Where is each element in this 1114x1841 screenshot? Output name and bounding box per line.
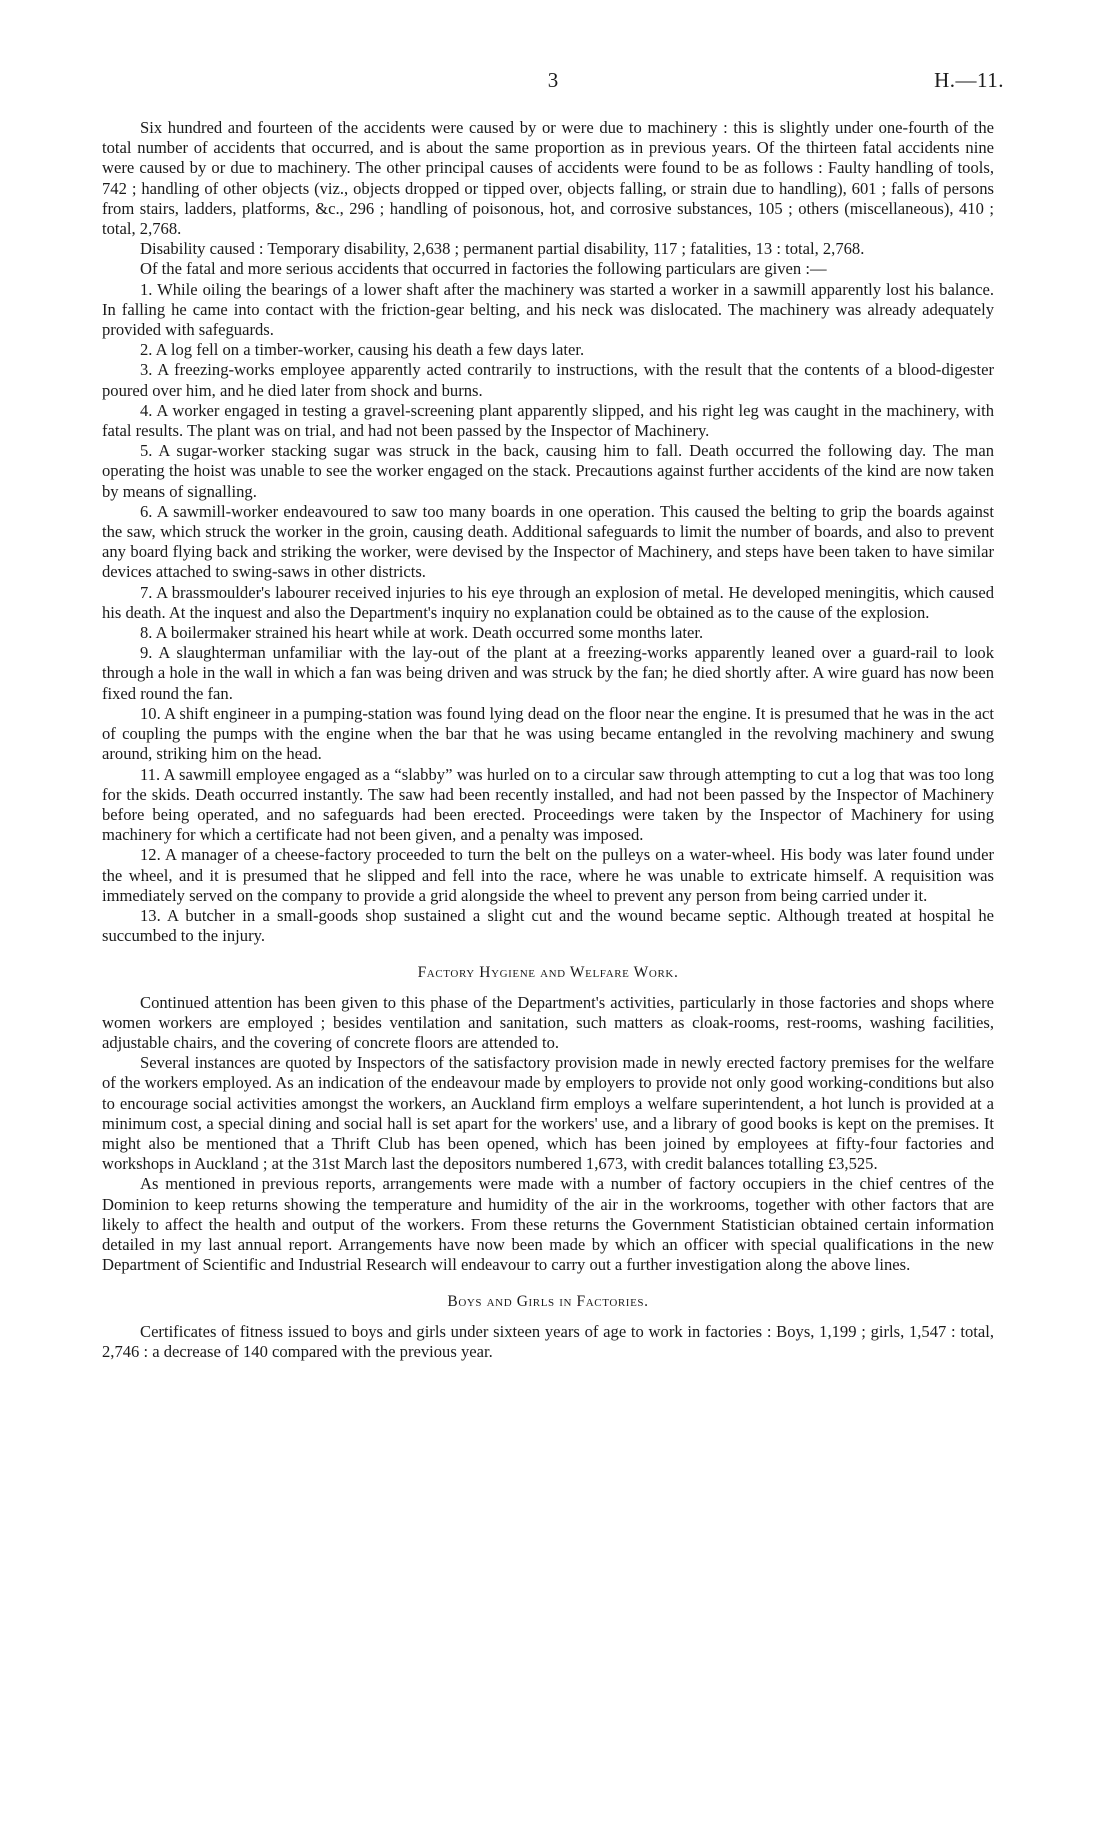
paragraph-disability-caused: Disability caused : Temporary disability, 2,638 ; permanent partial disability, 117 ; fatalities, 13 : total, 2,768.	[140, 239, 865, 259]
paragraph: Certificates of fitness issued to boys and girls under sixteen years of age to work in factories : Boys, 1,199 ; girls, 1,547 : total, 2,746 : a decrease of 140 compared with the previous year.	[102, 1321, 994, 1361]
paragraph-machinery-causes: Six hundred and fourteen of the accidents were caused by or were due to machinery : this is slightly under one-fourth of the total number of accidents that occurred, and is about the same proportion as in previous years. Of the thirteen fatal accidents nine were caused by or due to machinery. The other principal causes of accidents were found to be as follows : Faulty handling of tools, 742 ; handling of other objects (viz., objects dropped or tipped over, objects falling, or strain due to handling), 601 ; falls of persons from stairs, ladders, platforms, &c., 296 ; handling of poisonous, hot, and corrosive substances, 105 ; others (miscellaneous), 410 ; total, 2,768.	[102, 118, 994, 239]
factory-hygiene-section	[102, 963, 994, 1275]
page-number: 3	[547, 68, 559, 92]
paragraph: As mentioned in previous reports, arrangements were made with a number of factory occupiers in the chief centres of the Dominion to keep returns showing the temperature and humidity of the air in the workrooms, together with other factors that are likely to affect the health and output of the workers. From these returns the Government Statistician obtained certain information detailed in my last annual report. Arrangements have now been made by which an officer with special qualifications in the new Department of Scientific and Industrial Research will endeavour to carry out a further investigation along the above lines.	[102, 1174, 994, 1275]
accident-item: 2. A log fell on a timber-worker, causing his death a few days later.	[140, 340, 585, 360]
section-heading-boys-girls: Boys and Girls in Factories.	[447, 1293, 649, 1311]
paragraph: Continued attention has been given to this phase of the Department's activities, particularly in those factories and shops where women workers are employed ; besides ventilation and sanitation, such matters as cloak-rooms, rest-rooms, washing facilities, adjustable chairs, and the covering of concrete floors are attended to.	[102, 992, 994, 1052]
page-header	[102, 68, 1004, 96]
document-reference: H.—11.	[934, 68, 1004, 92]
accident-item: 7. A brassmoulder's labourer received injuries to his eye through an explosion of metal. He developed meningitis, which caused his death. At the inquest and also the Department's inquiry no explanation could be obtained as to the cause of the explosion.	[102, 582, 994, 622]
accident-item: 6. A sawmill-worker endeavoured to saw too many boards in one operation. This caused the belting to grip the boards against the saw, which struck the worker in the groin, causing death. Additional safeguards to limit the number of boards, and also to prevent any board flying back and striking the worker, were devised by the Inspector of Machinery, and steps have been taken to have similar devices attached to swing-saws in other districts.	[102, 501, 994, 582]
accident-item: 13. A butcher in a small-goods shop sustained a slight cut and the wound became septic. Although treated at hospital he succumbed to the injury.	[102, 905, 994, 946]
accident-item: 11. A sawmill employee engaged as a “slabby” was hurled on to a circular saw through attempting to cut a log that was too long for the skids. Death occurred instantly. The saw had been recently installed, and had not been passed by the Inspector of Machinery before being operated, and no safeguards had been erected. Proceedings were taken by the Inspector of Machinery for using machinery for which a certificate had not been given, and a penalty was imposed.	[102, 764, 994, 845]
accident-item: 3. A freezing-works employee apparently acted contrarily to instructions, with the result that the contents of a blood-digester poured over him, and he died later from shock and burns.	[102, 360, 994, 400]
paragraph: Several instances are quoted by Inspectors of the satisfactory provision made in newly erected factory premises for the welfare of the workers employed. As an indication of the endeavour made by employers to provide not only good working-conditions but also to encourage social activities amongst the workers, an Auckland firm employs a welfare superintendent, a hot lunch is provided at a minimum cost, a special dining and social hall is set apart for the workers' use, and a library of good books is kept on the premises. It might also be mentioned that a Thrift Club has been opened, which has been joined by employees at fifty-four factories and workshops in Auckland ; at the 31st March last the depositors numbered 1,673, with credit balances totalling £3,525.	[102, 1053, 994, 1174]
section-heading-factory-hygiene: Factory Hygiene and Welfare Work.	[417, 964, 679, 982]
boys-and-girls-section	[102, 1292, 994, 1362]
accident-item: 1. While oiling the bearings of a lower shaft after the machinery was started a worker in a sawmill apparently lost his balance. In falling he came into contact with the friction-gear belting, and his neck was dislocated. The machinery was already adequately provided with safeguards.	[102, 279, 994, 340]
accident-item: 10. A shift engineer in a pumping-station was found lying dead on the floor near the engine. It is presumed that he was in the act of coupling the pumps with the engine when the bar that he was using became entangled in the revolving machinery and swung around, striking him on the head.	[102, 703, 994, 764]
accident-item: 4. A worker engaged in testing a gravel-screening plant apparently slipped, and his right leg was caught in the machinery, with fatal results. The plant was on trial, and had not been passed by the Inspector of Machinery.	[102, 400, 994, 441]
accident-item: 9. A slaughterman unfamiliar with the lay-out of the plant at a freezing-works apparently leaned over a guard-rail to look through a hole in the wall in which a fan was being driven and was struck by the fan; he died shortly after. A wire guard has now been fixed round the fan.	[102, 643, 994, 703]
paragraph-particulars-intro: Of the fatal and more serious accidents that occurred in factories the following particulars are given :—	[140, 259, 827, 279]
accident-item: 5. A sugar-worker stacking sugar was struck in the back, causing him to fall. Death occurred the following day. The man operating the hoist was unable to see the worker engaged on the stack. Precautions against further accidents of the kind are now taken by means of signalling.	[102, 441, 994, 501]
accident-causes-section	[102, 118, 994, 280]
page-body	[102, 118, 994, 1362]
fatal-accidents-list	[102, 280, 994, 947]
accident-item: 8. A boilermaker strained his heart while at work. Death occurred some months later.	[140, 623, 704, 643]
accident-item: 12. A manager of a cheese-factory proceeded to turn the belt on the pulleys on a water-wheel. His body was later found under the wheel, and it is presumed that he slipped and fell into the race, where he was unable to extricate himself. A requisition was immediately served on the company to provide a grid alongside the wheel to prevent any person from being carried under it.	[102, 845, 994, 905]
